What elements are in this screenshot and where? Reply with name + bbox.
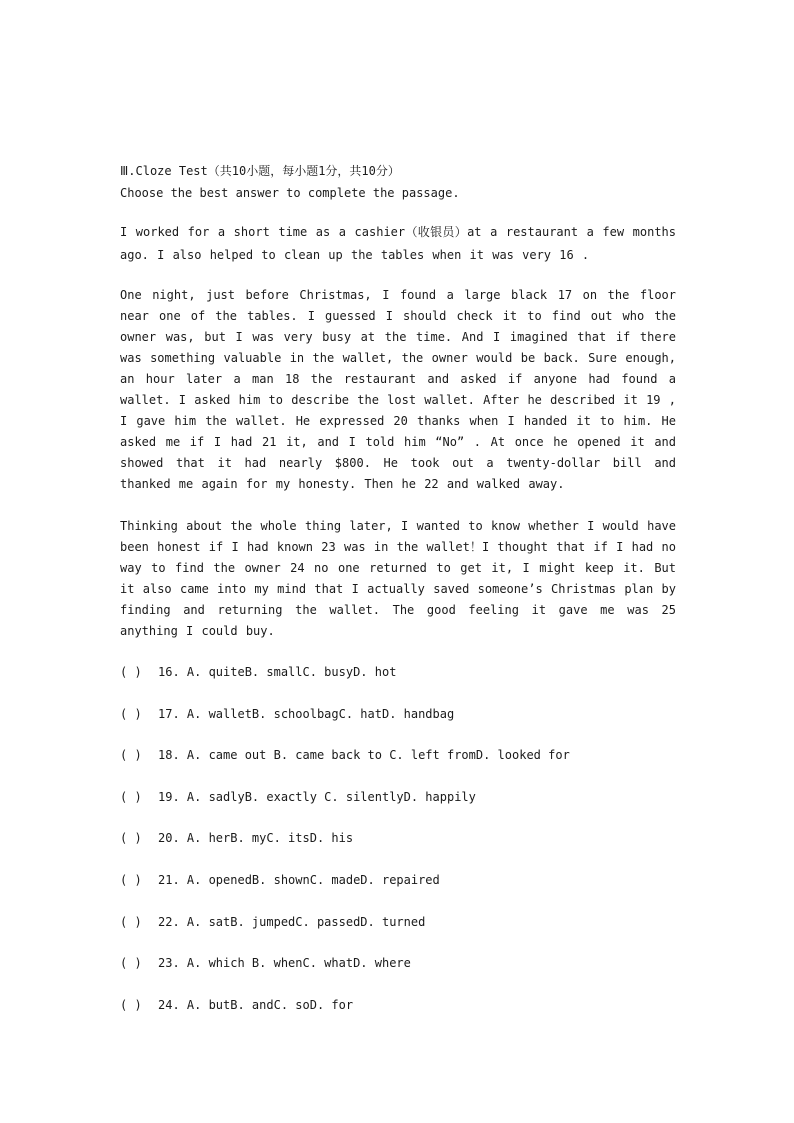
answer-blank[interactable]: ( ) [120, 748, 142, 763]
answer-blank[interactable]: ( ) [120, 789, 142, 804]
question-item-16 [120, 663, 676, 705]
document-page [120, 160, 676, 1037]
question-item-20 [120, 829, 676, 871]
answer-blank[interactable]: ( ) [120, 914, 142, 929]
question-text: 19. A. sadlyB. exactly C. silentlyD. happily [158, 789, 476, 804]
answer-blank[interactable]: ( ) [120, 956, 142, 971]
question-item-19 [120, 788, 676, 830]
question-text: 17. A. walletB. schoolbagC. hatD. handbag [158, 706, 455, 721]
question-text: 23. A. which B. whenC. whatD. where [158, 956, 411, 971]
question-text: 18. A. came out B. came back to C. left fromD. looked for [158, 748, 570, 763]
passage-paragraph-2: One night, just before Christmas, I found a large black 17 on the floor near one of the tables. I guessed I should check it to find out who the owner was, but I was very busy at the time. And I imagined that if there was something valuable in the wallet, the owner would be back. Sure enough, an hour later a man 18 the restaurant and asked if anyone had found a wallet. I asked him to describe the lost wallet. After he described it 19 , I gave him the wallet. He expressed 20 thanks when I handed it to him. He asked me if I had 21 it, and I told him “No” . At once he opened it and showed that it had nearly $800. He took out a twenty-dollar bill and thanked me again for my honesty. Then he 22 and walked away. [120, 288, 676, 491]
question-text: 22. A. satB. jumpedC. passedD. turned [158, 914, 426, 929]
question-text: 16. A. quiteB. smallC. busyD. hot [158, 665, 397, 679]
question-item-17 [120, 705, 676, 747]
question-item-24 [120, 996, 676, 1038]
question-item-21 [120, 871, 676, 913]
question-item-22 [120, 913, 676, 955]
passage-paragraph-3: Thinking about the whole thing later, I wanted to know whether I would have been honest if I had known 23 was in the wallet！I thought that if I had no way to find the owner 24 no one returned to get it, I might keep it. But it also came into my mind that I actually saved someone’s Christmas plan by finding and returning the wallet. The good feeling it gave me was 25 anything I could buy. [120, 519, 676, 638]
question-list [120, 663, 676, 1037]
section-instruction: Choose the best answer to complete the passage. [120, 186, 460, 200]
section-heading: Ⅲ.Cloze Test（共10小题，每小题1分，共10分） [120, 164, 400, 178]
answer-blank[interactable]: ( ) [120, 997, 142, 1012]
answer-blank[interactable]: ( ) [120, 665, 142, 679]
question-item-18 [120, 746, 676, 788]
question-text: 21. A. openedB. shownC. madeD. repaired [158, 872, 440, 887]
question-text: 20. A. herB. myC. itsD. his [158, 831, 354, 846]
answer-blank[interactable]: ( ) [120, 831, 142, 846]
passage-paragraph-1: I worked for a short time as a cashier（收银员）at a restaurant a few months ago. I also helped to clean up the tables when it was very 16 . [120, 225, 676, 262]
answer-blank[interactable]: ( ) [120, 872, 142, 887]
question-text: 24. A. butB. andC. soD. for [158, 997, 354, 1012]
question-item-23 [120, 954, 676, 996]
answer-blank[interactable]: ( ) [120, 706, 142, 721]
